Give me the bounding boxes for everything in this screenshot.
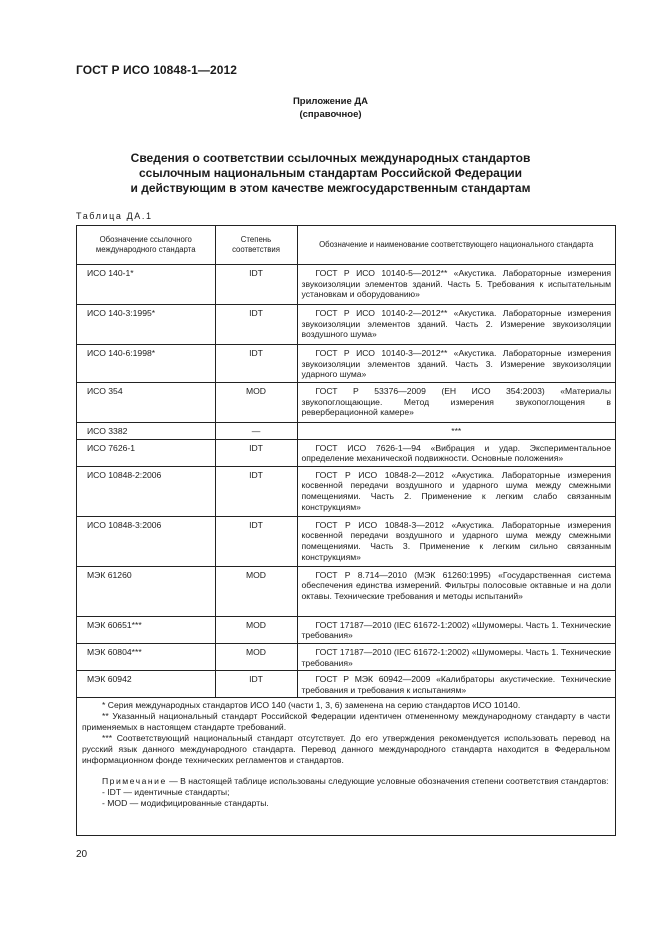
cell-degree: IDT bbox=[215, 516, 297, 566]
cell-degree: IDT bbox=[215, 305, 297, 345]
cell-degree: MOD bbox=[215, 566, 297, 616]
national-text: ГОСТ Р ИСО 10140-3—2012** «Акустика. Лабораторные измерения звукоизоляции элементов зданий. Часть 3. Измерение звукоизоляции ударного шума» bbox=[301, 348, 611, 380]
header-international-standard: Обозначение ссылочного международного стандарта bbox=[77, 226, 215, 265]
national-text: ГОСТ Р МЭК 60942—2009 «Калибраторы акустические. Технические требования и требования к испытаниям» bbox=[301, 674, 611, 695]
cell-international: МЭК 61260 bbox=[77, 566, 215, 616]
cell-international: ИСО 140-3:1995* bbox=[77, 305, 215, 345]
header-national-standard: Обозначение и наименование соответствующего национального стандарта bbox=[297, 226, 615, 265]
cell-degree: — bbox=[215, 423, 297, 440]
cell-degree: IDT bbox=[215, 265, 297, 305]
cell-degree: IDT bbox=[215, 671, 297, 698]
note-label: Примечание bbox=[102, 776, 167, 786]
footnote-1: * Серия международных стандартов ИСО 140 (части 1, 3, 6) заменена на серию стандартов ИСО 10140. bbox=[102, 700, 521, 710]
table-row bbox=[77, 305, 615, 345]
footnote-3: *** Соответствующий национальный стандарт отсутствует. До его утверждения рекомендуется использовать перевод на русский язык данного международного стандарта. Перевод данного международного стандарта находится в Федеральном информационном фонде технических регламентов и стандартов. bbox=[82, 733, 610, 765]
footnote-2: ** Указанный национальный стандарт Российской Федерации идентичен отмененному международному стандарту в части применяемых в настоящем стандарте требований. bbox=[82, 711, 610, 732]
cell-international: ИСО 354 bbox=[77, 383, 215, 423]
annex-heading bbox=[0, 95, 661, 121]
table-row bbox=[77, 466, 615, 516]
note-item-idt: - IDT — идентичные стандарты; bbox=[102, 787, 230, 797]
page-number: 20 bbox=[76, 849, 88, 860]
table-row bbox=[77, 345, 615, 383]
national-text: *** bbox=[451, 426, 462, 436]
annex-title bbox=[0, 151, 661, 196]
cell-international: ИСО 140-1* bbox=[77, 265, 215, 305]
table-row bbox=[77, 265, 615, 305]
table-footnotes bbox=[82, 700, 610, 809]
note-text: — В настоящей таблице использованы следующие условные обозначения степени соответствия стандартов: bbox=[166, 776, 609, 786]
annex-kind: (справочное) bbox=[299, 109, 362, 120]
cell-degree: MOD bbox=[215, 383, 297, 423]
cell-international: ИСО 10848-3:2006 bbox=[77, 516, 215, 566]
title-line: и действующим в этом качестве межгосударственным стандартам bbox=[130, 181, 531, 195]
cell-national bbox=[297, 466, 615, 516]
cell-national bbox=[297, 383, 615, 423]
document-code: ГОСТ Р ИСО 10848-1—2012 bbox=[76, 63, 238, 77]
national-text: ГОСТ Р ИСО 10848-3—2012 «Акустика. Лабораторные измерения косвенной передачи воздушного и ударного шума между смежными помещениями. Часть 3. Применение к легким сильно связанным конструкциям» bbox=[301, 519, 611, 562]
note-item-mod: - MOD — модифицированные стандарты. bbox=[102, 798, 269, 808]
header-degree: Степень соответствия bbox=[215, 226, 297, 265]
note bbox=[82, 776, 610, 787]
cell-national bbox=[297, 566, 615, 616]
cell-national bbox=[297, 345, 615, 383]
table-header-row bbox=[77, 226, 615, 265]
table-row bbox=[77, 439, 615, 466]
national-text: ГОСТ Р ИСО 10140-2—2012** «Акустика. Лабораторные измерения звукоизоляции элементов зданий. Часть 2. Измерение звукоизоляции воздушного шума» bbox=[301, 308, 611, 340]
table-row bbox=[77, 616, 615, 643]
cell-national bbox=[297, 439, 615, 466]
cell-international: ИСО 7626-1 bbox=[77, 439, 215, 466]
table-row bbox=[77, 516, 615, 566]
cell-national bbox=[297, 423, 615, 440]
national-text: ГОСТ ИСО 7626-1—94 «Вибрация и удар. Экспериментальное определение механической подвижности. Основные положения» bbox=[301, 442, 611, 464]
annex-name: Приложение ДА bbox=[292, 96, 369, 107]
cell-national bbox=[297, 516, 615, 566]
cell-international: МЭК 60942 bbox=[77, 671, 215, 698]
cell-degree: IDT bbox=[215, 345, 297, 383]
national-text: ГОСТ 17187—2010 (IEC 61672-1:2002) «Шумомеры. Часть 1. Технические требования» bbox=[301, 646, 611, 668]
table-row bbox=[77, 671, 615, 698]
cell-international: ИСО 3382 bbox=[77, 423, 215, 440]
table-row bbox=[77, 566, 615, 616]
cell-international: МЭК 60804*** bbox=[77, 643, 215, 670]
title-line: Сведения о соответствии ссылочных международных стандартов bbox=[130, 151, 531, 165]
title-line: ссылочным национальным стандартам Российской Федерации bbox=[139, 166, 522, 180]
national-text: ГОСТ 17187—2010 (IEC 61672-1:2002) «Шумомеры. Часть 1. Технические требования» bbox=[301, 619, 611, 641]
cell-degree: IDT bbox=[215, 439, 297, 466]
national-text: ГОСТ Р 8.714—2010 (МЭК 61260:1995) «Государственная система обеспечения единства измерений. Фильтры полосовые октавные и на доли октавы. Технические требования и методы испытаний» bbox=[301, 569, 611, 601]
national-text: ГОСТ Р ИСО 10848-2—2012 «Акустика. Лабораторные измерения косвенной передачи воздушного и ударного шума между смежными помещениями. Часть 2. Применение к легким слабо связанным конструкциям» bbox=[301, 469, 611, 512]
cell-international: МЭК 60651*** bbox=[77, 616, 215, 643]
table-row bbox=[77, 423, 615, 440]
table-grid bbox=[77, 226, 615, 698]
cell-international: ИСО 140-6:1998* bbox=[77, 345, 215, 383]
table-label: Таблица ДА.1 bbox=[76, 211, 153, 221]
cell-national bbox=[297, 265, 615, 305]
national-text: ГОСТ Р ИСО 10140-5—2012** «Акустика. Лабораторные измерения звукоизоляции элементов зданий. Часть 5. Требования к испытательным установкам и оборудованию» bbox=[301, 268, 611, 300]
national-text: ГОСТ Р 53376—2009 (ЕН ИСО 354:2003) «Материалы звукопоглощающие. Метод измерения звукопоглощения в реверберационной камере» bbox=[301, 386, 611, 418]
cell-degree: IDT bbox=[215, 466, 297, 516]
table-row bbox=[77, 643, 615, 670]
cell-national bbox=[297, 616, 615, 643]
cell-degree: MOD bbox=[215, 643, 297, 670]
cell-national bbox=[297, 305, 615, 345]
cell-national bbox=[297, 643, 615, 670]
cell-international: ИСО 10848-2:2006 bbox=[77, 466, 215, 516]
cell-degree: MOD bbox=[215, 616, 297, 643]
cell-national bbox=[297, 671, 615, 698]
table-row bbox=[77, 383, 615, 423]
